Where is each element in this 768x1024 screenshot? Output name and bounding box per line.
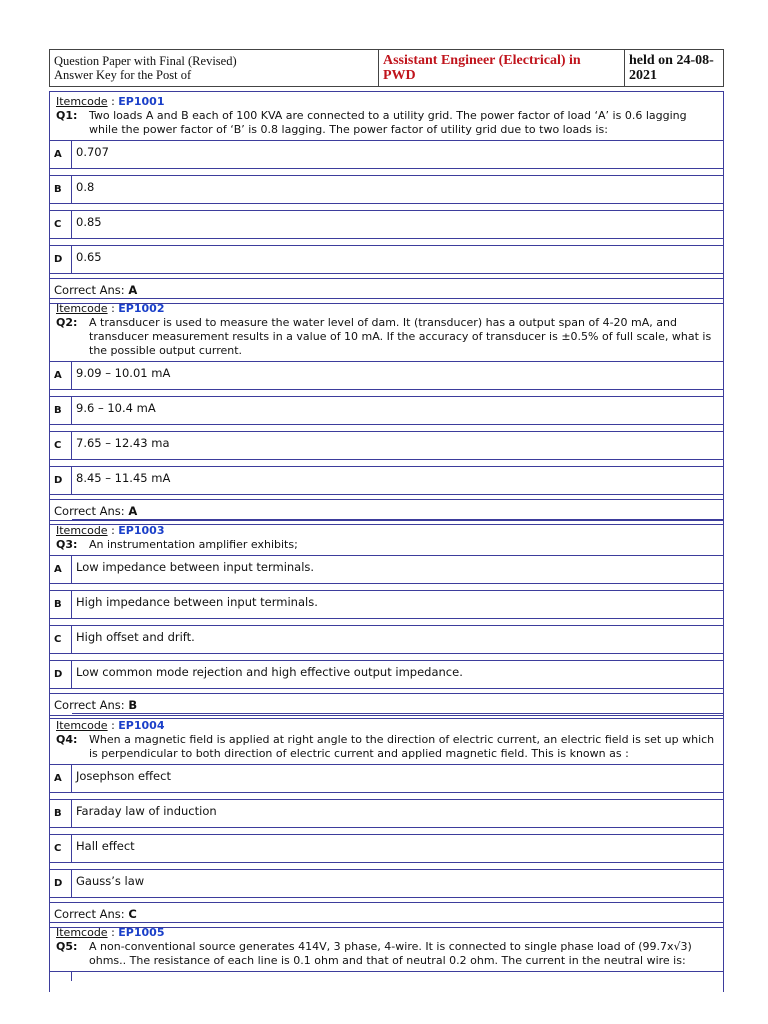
header-post-title xyxy=(379,50,625,86)
option-row xyxy=(50,245,723,273)
option-text: 9.09 – 10.01 mA xyxy=(76,366,171,380)
correct-answer-label: Correct Ans: xyxy=(54,907,125,921)
row-divider xyxy=(50,424,723,431)
question-number: Q5: xyxy=(56,940,78,953)
option-text: Low common mode rejection and high effective output impedance. xyxy=(76,665,463,679)
itemcode-value: EP1003 xyxy=(118,524,165,537)
question-number: Q3: xyxy=(56,538,78,551)
option-row xyxy=(50,625,723,653)
question-number: Q2: xyxy=(56,316,78,329)
question-text: A transducer is used to measure the water level of dam. It (transducer) has a output span of 4-20 mA, and transducer measurement results in a value of 10 mA. If the accuracy of transducer is ±0.5% of full scale, what is the possible output current. xyxy=(89,316,712,357)
option-text: 0.85 xyxy=(76,215,102,229)
correct-answer xyxy=(50,693,723,713)
option-letter: B xyxy=(50,591,72,618)
option-letter xyxy=(50,972,72,981)
row-divider xyxy=(50,168,723,175)
option-text: Faraday law of induction xyxy=(76,804,217,818)
exam-date-line1: held on 24-08- xyxy=(629,53,714,68)
itemcode-separator: : xyxy=(111,926,115,939)
option-letter: C xyxy=(50,432,72,459)
correct-answer-label: Correct Ans: xyxy=(54,283,125,297)
correct-answer-label: Correct Ans: xyxy=(54,698,125,712)
correct-answer xyxy=(50,902,723,922)
option-text: Josephson effect xyxy=(76,769,171,783)
option-letter: A xyxy=(50,362,72,389)
post-title-line1: Assistant Engineer (Electrical) in xyxy=(383,53,581,68)
itemcode-line xyxy=(56,524,717,538)
row-divider xyxy=(50,238,723,245)
question-text: When a magnetic field is applied at right angle to the direction of electric current, an electric field is set up which is perpendicular to both direction of electric current and applied magnetic field. This is known as : xyxy=(89,733,715,760)
option-letter: D xyxy=(50,467,72,494)
header-description xyxy=(50,50,379,86)
option-letter: B xyxy=(50,800,72,827)
option-text: Low impedance between input terminals. xyxy=(76,560,315,574)
row-divider xyxy=(50,389,723,396)
question-block xyxy=(49,715,724,928)
itemcode-separator: : xyxy=(111,524,115,537)
option-text: 8.45 – 11.45 mA xyxy=(76,471,171,485)
correct-answer-value: A xyxy=(128,504,138,518)
itemcode-label: Itemcode xyxy=(56,302,108,315)
itemcode-label: Itemcode xyxy=(56,719,108,732)
itemcode-separator: : xyxy=(111,719,115,732)
option-text: 0.8 xyxy=(76,180,95,194)
option-row xyxy=(50,869,723,897)
itemcode-line xyxy=(56,95,717,109)
row-divider xyxy=(50,618,723,625)
question-text: An instrumentation amplifier exhibits; xyxy=(89,538,298,551)
option-row xyxy=(50,799,723,827)
header-desc-line2: Answer Key for the Post of xyxy=(54,68,192,82)
option-text: 7.65 – 12.43 ma xyxy=(76,436,170,450)
itemcode-line xyxy=(56,926,717,940)
option-text: Gauss’s law xyxy=(76,874,145,888)
post-title-line2: PWD xyxy=(383,68,416,83)
option-row xyxy=(50,555,723,583)
row-divider xyxy=(50,792,723,799)
option-letter: C xyxy=(50,835,72,862)
header-table xyxy=(49,49,724,87)
option-row xyxy=(50,590,723,618)
header-desc-line1: Question Paper with Final (Revised) xyxy=(54,54,237,68)
row-divider xyxy=(50,459,723,466)
question-block xyxy=(49,922,724,992)
option-row xyxy=(50,834,723,862)
itemcode-label: Itemcode xyxy=(56,926,108,939)
option-text: 0.707 xyxy=(76,145,109,159)
correct-answer xyxy=(50,278,723,298)
correct-answer-label: Correct Ans: xyxy=(54,504,125,518)
itemcode-value: EP1001 xyxy=(118,95,165,108)
question-text: Two loads A and B each of 100 KVA are connected to a utility grid. The power factor of load ‘A’ is 0.6 lagging while the power factor of ‘B’ is 0.8 lagging. The power factor of utility grid due to two loads is: xyxy=(89,109,687,136)
option-text: 9.6 – 10.4 mA xyxy=(76,401,156,415)
question-block xyxy=(49,298,724,525)
itemcode-line xyxy=(56,302,717,316)
itemcode-label: Itemcode xyxy=(56,95,108,108)
row-divider xyxy=(50,203,723,210)
option-text xyxy=(72,972,723,981)
itemcode-value: EP1002 xyxy=(118,302,165,315)
correct-answer-value: B xyxy=(128,698,138,712)
option-letter: A xyxy=(50,765,72,792)
option-row xyxy=(50,971,723,981)
row-divider xyxy=(50,862,723,869)
option-letter: A xyxy=(50,556,72,583)
question-block xyxy=(49,520,724,719)
option-row xyxy=(50,466,723,494)
option-row xyxy=(50,396,723,424)
question-text: A non-conventional source generates 414V, 3 phase, 4-wire. It is connected to single phase load of (99.7x√3) ohms.. The resistance of each line is 0.1 ohm and that of neutral 0.2 ohm. The current in the neutral wire is: xyxy=(89,940,692,967)
correct-answer xyxy=(50,499,723,519)
option-text: High impedance between input terminals. xyxy=(76,595,318,609)
option-text: Hall effect xyxy=(76,839,135,853)
option-text: 0.65 xyxy=(76,250,102,264)
row-divider xyxy=(50,653,723,660)
itemcode-value: EP1004 xyxy=(118,719,165,732)
option-letter: C xyxy=(50,211,72,238)
option-letter: B xyxy=(50,397,72,424)
option-row xyxy=(50,431,723,459)
option-letter: D xyxy=(50,661,72,688)
option-row xyxy=(50,361,723,389)
option-text: High offset and drift. xyxy=(76,630,195,644)
question-number: Q4: xyxy=(56,733,78,746)
itemcode-value: EP1005 xyxy=(118,926,165,939)
option-row xyxy=(50,660,723,688)
itemcode-line xyxy=(56,719,717,733)
question-block xyxy=(49,91,724,304)
option-row xyxy=(50,210,723,238)
option-row xyxy=(50,140,723,168)
row-divider xyxy=(50,583,723,590)
option-letter: D xyxy=(50,246,72,273)
option-letter: A xyxy=(50,141,72,168)
option-row xyxy=(50,175,723,203)
itemcode-separator: : xyxy=(111,95,115,108)
itemcode-separator: : xyxy=(111,302,115,315)
itemcode-label: Itemcode xyxy=(56,524,108,537)
question-number: Q1: xyxy=(56,109,78,122)
option-letter: C xyxy=(50,626,72,653)
row-divider xyxy=(50,827,723,834)
correct-answer-value: A xyxy=(128,283,138,297)
correct-answer-value: C xyxy=(128,907,137,921)
option-letter: D xyxy=(50,870,72,897)
option-letter: B xyxy=(50,176,72,203)
exam-date-line2: 2021 xyxy=(629,68,657,83)
header-exam-date xyxy=(625,50,723,86)
option-row xyxy=(50,764,723,792)
